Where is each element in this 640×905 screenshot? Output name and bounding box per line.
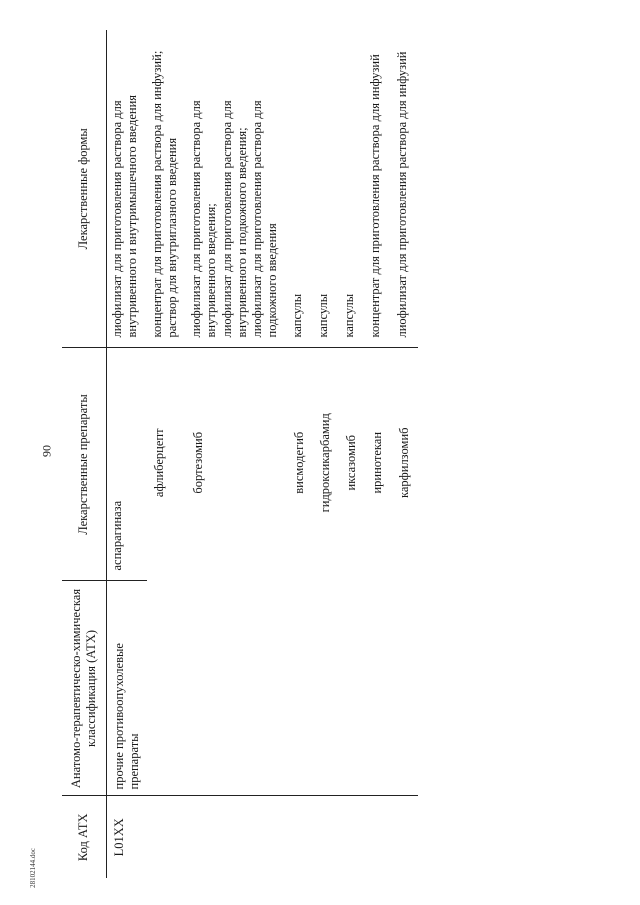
atc-classification-cell: прочие противоопухолевые препараты (107, 581, 418, 796)
table-body (107, 30, 418, 878)
header-drugs: Лекарственные препараты (62, 348, 107, 581)
header-dosage-forms: Лекарственные формы (62, 30, 107, 348)
drug-name-cell: гидроксикарбамид (317, 413, 332, 513)
dosage-form-cell (186, 30, 287, 348)
table-row (107, 30, 147, 878)
document-filename: 28102144.doc (29, 848, 37, 888)
dosage-form-line: концентрат для приготовления раствора для инфузий (368, 54, 383, 338)
table-header-row (62, 30, 107, 878)
dosage-form-line: лиофилизат для приготовления раствора для инфузий (394, 51, 409, 338)
page-content (62, 30, 582, 878)
dosage-form-line: лиофилизат для приготовления раствора для внутривенного введения; (189, 100, 219, 338)
dosage-form-line: капсулы (342, 293, 356, 338)
dosage-form-line: концентрат для приготовления раствора для инфузий; (149, 50, 164, 338)
dosage-form-line: лиофилизат для приготовления раствора для внутривенного и подкожного введения; (219, 100, 249, 338)
rotated-sheet (62, 30, 582, 878)
drug-name-cell: карфилзомиб (396, 427, 411, 499)
dosage-form-cell (287, 30, 313, 348)
atc-table (62, 30, 418, 878)
header-atc-code: Код АТХ (62, 796, 107, 878)
dosage-form-cell (392, 30, 418, 348)
drug-name-cell: афлиберцепт (151, 428, 166, 498)
dosage-form-cell (107, 30, 147, 348)
dosage-form-line: капсулы (315, 293, 330, 338)
drug-name-cell: аспарагиназа (107, 348, 147, 581)
dosage-form-cell (365, 30, 391, 348)
dosage-form-line: раствор для внутриглазного введения (164, 137, 179, 338)
drug-name-cell: бортезомиб (191, 431, 205, 494)
dosage-form-cell (147, 30, 187, 348)
dosage-form-cell (339, 30, 365, 348)
dosage-form-line: капсулы (289, 293, 304, 338)
atc-code-cell: L01XX (112, 818, 126, 857)
dosage-form-line: лиофилизат для приготовления раствора для подкожного введения (250, 100, 280, 338)
header-atc-classification: Анатомо-терапевтическо-химическая классификация (АТХ) (62, 581, 107, 796)
dosage-form-line: лиофилизат для приготовления раствора для внутривенного и внутримышечного введения (110, 94, 140, 338)
drug-name-cell: висмодегиб (291, 431, 306, 494)
drug-name-cell: иксазомиб (344, 434, 358, 491)
page-number: 90 (39, 445, 54, 457)
dosage-form-cell (313, 30, 339, 348)
drug-name-cell: иринотекан (370, 431, 385, 494)
